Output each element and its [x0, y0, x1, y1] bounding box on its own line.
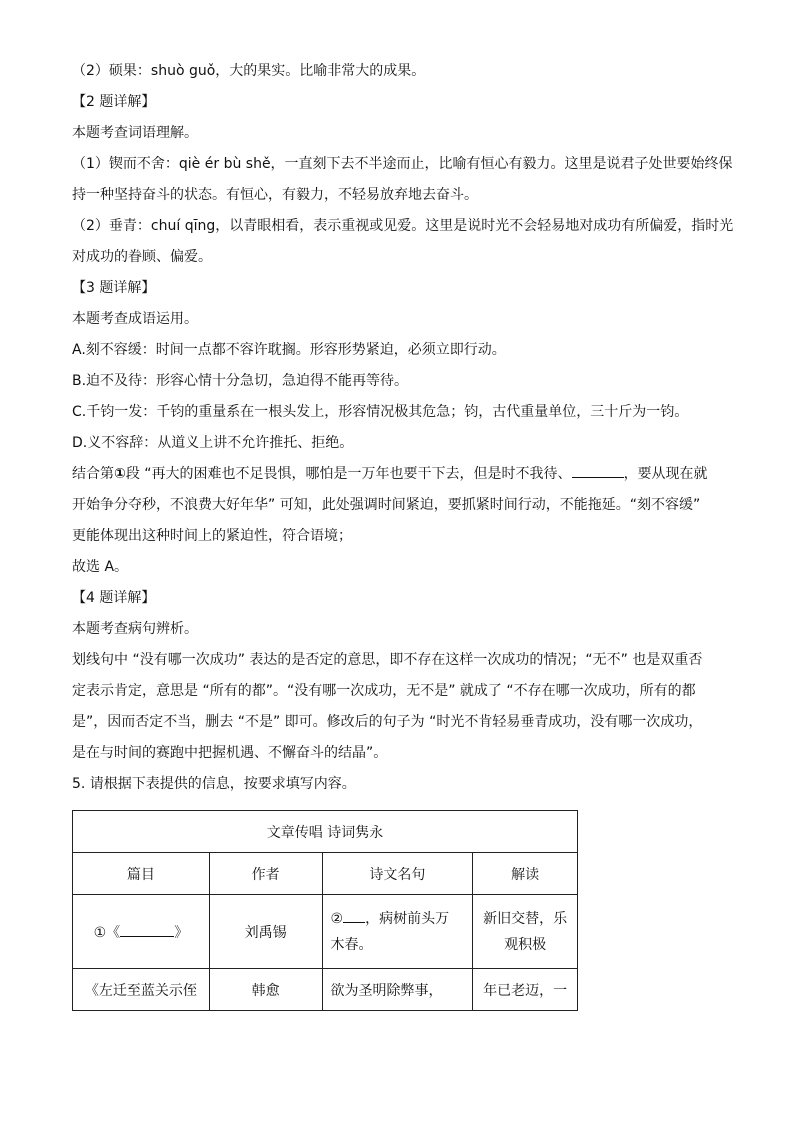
- row2-quote: 欲为圣明除弊事，: [322, 969, 473, 1011]
- text-line: 本题考查词语理解。: [72, 125, 198, 141]
- text-line: （2）垂青：chuí qīng，以青眼相看，表示重视或见爱。这里是说时光不会轻易地对成功有所偏爱，指时光: [72, 218, 734, 234]
- document-body: [72, 60, 734, 795]
- analysis-quote: 段 “再大的困难也不足畏惧，哪怕是一万年也要干下去，但是时不我待、: [125, 466, 572, 482]
- table-title: 文章传唱 诗词隽永: [73, 811, 578, 853]
- text-line: 本题考查成语运用。: [72, 311, 198, 327]
- answer-choice: 故选 A。: [72, 559, 129, 575]
- row1-reading: 新旧交替，乐 观积极: [473, 895, 578, 969]
- fill-blank: [572, 463, 624, 478]
- row2-reading: 年已老迈，一: [473, 969, 578, 1011]
- analysis-line: 是”，因而否定不当，删去 “不是” 即可。修改后的句子为 “时光不肯轻易垂青成功，没有哪一次成功，: [72, 714, 703, 730]
- option-a: A.刻不容缓：时间一点都不容许耽搁。形容形势紧迫，必须立即行动。: [72, 342, 506, 358]
- analysis-quote-end: ，要从现在就: [623, 466, 708, 482]
- header-title: 篇目: [73, 853, 210, 895]
- analysis-line: 开始争分夺秒，不浪费大好年华” 可知，此处强调时间紧迫，要抓紧时间行动，不能拖延。“刻不容缓”: [72, 497, 701, 513]
- fill-blank: [343, 910, 365, 923]
- analysis-line: 划线句中 “没有哪一次成功” 表达的是否定的意思，即不存在这样一次成功的情况；“无不” 也是双重否: [72, 652, 703, 668]
- fill-blank: [120, 924, 174, 937]
- analysis-prefix: 结合第: [72, 466, 114, 482]
- option-d: D.义不容辞：从道义上讲不允许推托、拒绝。: [72, 435, 354, 451]
- header-reading: 解读: [473, 853, 578, 895]
- text-line: （2）硕果：shuò guǒ，大的果实。比喻非常大的成果。: [72, 63, 426, 79]
- section-heading: 【4 题详解】: [72, 590, 156, 606]
- section-heading: 【3 题详解】: [72, 280, 156, 296]
- row1-title: ①《 》: [73, 895, 210, 969]
- header-author: 作者: [209, 853, 322, 895]
- poem-table: [72, 810, 578, 1011]
- row1-author: 刘禹锡: [209, 895, 322, 969]
- analysis-line: 是在与时间的赛跑中把握机遇、不懈奋斗的结晶”。: [72, 745, 388, 761]
- row1-quote: ② ，病树前头万 木春。: [322, 895, 473, 969]
- header-quote: 诗文名句: [322, 853, 473, 895]
- section-heading: 【2 题详解】: [72, 94, 156, 110]
- text-line: （1）锲而不舍：qiè ér bù shě，一直刻下去不半途而止，比喻有恒心有毅力。这里是说君子处世要始终保: [72, 156, 733, 172]
- row2-title: 《左迁至蓝关示侄: [73, 969, 210, 1011]
- question-5: 5. 请根据下表提供的信息，按要求填写内容。: [72, 776, 356, 792]
- text-line: 持一种坚持奋斗的状态。有恒心，有毅力，不轻易放弃地去奋斗。: [72, 187, 478, 203]
- option-c: C.千钧一发：千钧的重量系在一根头发上，形容情况极其危急；钧，古代重量单位，三十斤为一钧。: [72, 404, 689, 420]
- analysis-line: 更能体现出这种时间上的紧迫性，符合语境；: [72, 528, 352, 544]
- option-b: B.迫不及待：形容心情十分急切，急迫得不能再等待。: [72, 373, 409, 389]
- text-line: 对成功的眷顾、偏爱。: [72, 249, 212, 265]
- analysis-line: [72, 463, 722, 485]
- circled-number: ①: [114, 466, 126, 482]
- text-line: 本题考查病句辨析。: [72, 621, 198, 637]
- row2-author: 韩愈: [209, 969, 322, 1011]
- analysis-line: 定表示肯定，意思是 “所有的都”。“没有哪一次成功，无不是” 就成了 “不存在哪一次成功，所有的都: [72, 683, 696, 699]
